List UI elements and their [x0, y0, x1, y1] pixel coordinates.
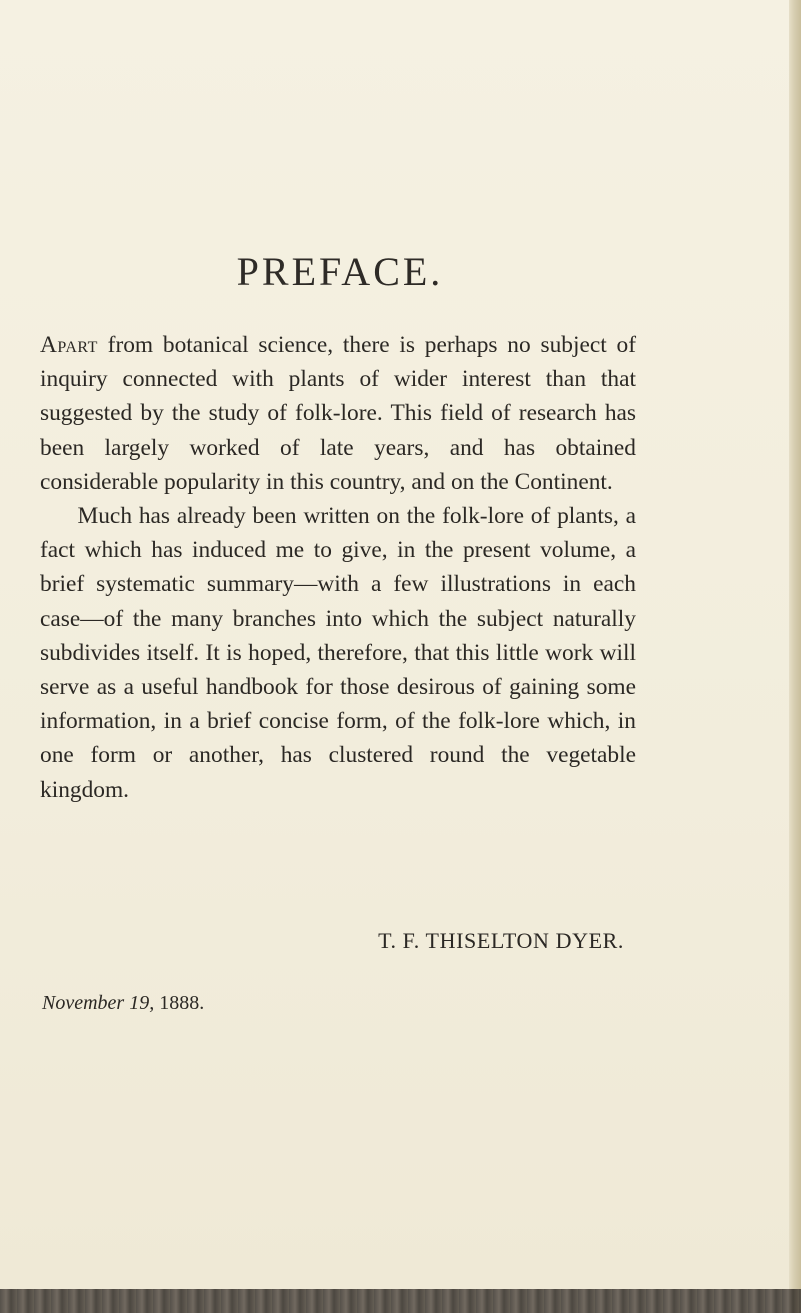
paragraph-2: Much has already been written on the folk-lore of plants, a fact which has induced me to give, in the present volume, a brief systematic summary—with a few illustrations in each case—of the many branches into which the subject naturally subdivides itself. It is hoped, therefore, that this little work will serve as a useful handbook for those desirous of gaining some information, in a brief concise form, of the folk-lore which, in one form or another, has clustered round the vegetable kingdom.	[40, 503, 636, 803]
lead-word: Apart	[40, 332, 98, 358]
author-signature: T. F. THISELTON DYER.	[378, 928, 624, 953]
page-title: PREFACE.	[236, 249, 444, 294]
page-edge-right	[789, 0, 801, 1313]
paragraph-1-text: from botanical science, there is perhaps no subject of inquiry connected with plants of wider interest than that suggested by the study of folk-lore. This field of research has been largely worked of late years, and has obtained considerable popularity in this country, and on the Continent.	[40, 332, 636, 495]
preface-body	[40, 328, 636, 807]
date-month-day: November 19,	[42, 992, 155, 1014]
date-line	[42, 992, 204, 1015]
paragraph-1	[40, 328, 636, 499]
date-year: 1888.	[154, 992, 205, 1014]
page-edge-bottom	[0, 1289, 801, 1313]
